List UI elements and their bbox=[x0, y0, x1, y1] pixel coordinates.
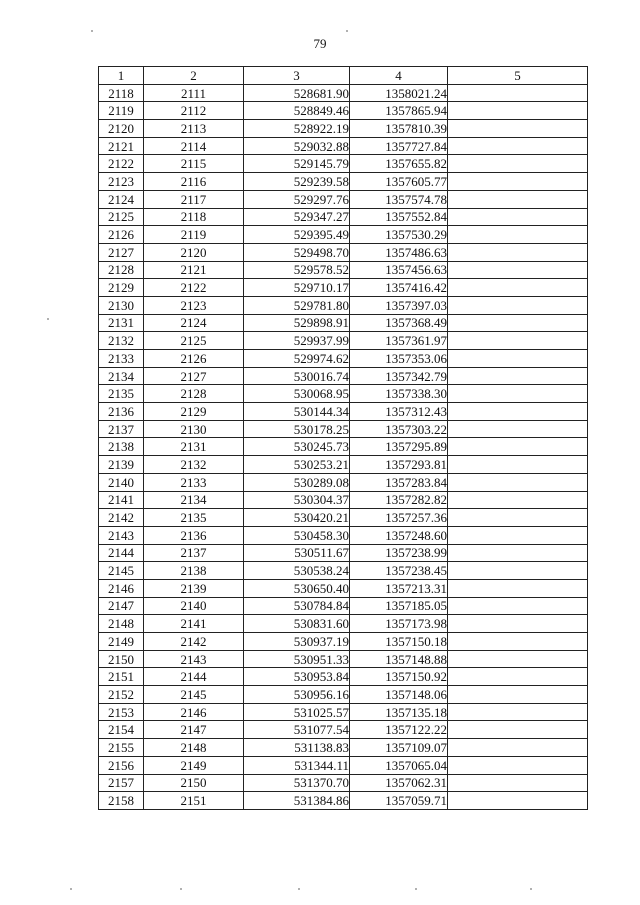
table-cell: 530538.24 bbox=[244, 562, 350, 580]
table-cell bbox=[448, 721, 588, 739]
table-cell: 2141 bbox=[99, 491, 144, 509]
table-row bbox=[99, 173, 588, 191]
table-cell: 531384.86 bbox=[244, 792, 350, 810]
table-cell: 2154 bbox=[99, 721, 144, 739]
table-cell: 528922.19 bbox=[244, 120, 350, 138]
table-row bbox=[99, 774, 588, 792]
scan-speck bbox=[180, 888, 182, 890]
table-row bbox=[99, 526, 588, 544]
table-cell: 2115 bbox=[144, 155, 244, 173]
table-cell: 1357109.07 bbox=[350, 739, 448, 757]
table-cell: 1357282.82 bbox=[350, 491, 448, 509]
table-cell: 529781.80 bbox=[244, 296, 350, 314]
table-cell: 2123 bbox=[144, 296, 244, 314]
table-cell: 1357248.60 bbox=[350, 526, 448, 544]
table-cell: 2122 bbox=[99, 155, 144, 173]
table-cell bbox=[448, 296, 588, 314]
table-cell: 531138.83 bbox=[244, 739, 350, 757]
table-cell: 530650.40 bbox=[244, 579, 350, 597]
table-row bbox=[99, 597, 588, 615]
table-row bbox=[99, 102, 588, 120]
table-cell: 1357361.97 bbox=[350, 332, 448, 350]
table-cell: 529578.52 bbox=[244, 261, 350, 279]
table-cell: 528681.90 bbox=[244, 84, 350, 102]
table-cell: 2129 bbox=[99, 279, 144, 297]
table-cell: 2122 bbox=[144, 279, 244, 297]
table-cell: 2120 bbox=[144, 243, 244, 261]
table-row bbox=[99, 190, 588, 208]
table-cell: 2139 bbox=[99, 456, 144, 474]
table-cell: 530953.84 bbox=[244, 668, 350, 686]
table-cell: 2156 bbox=[99, 756, 144, 774]
table-cell: 2127 bbox=[99, 243, 144, 261]
table-cell: 2130 bbox=[99, 296, 144, 314]
table-cell bbox=[448, 243, 588, 261]
table-cell bbox=[448, 739, 588, 757]
table-cell bbox=[448, 155, 588, 173]
table-cell: 530304.37 bbox=[244, 491, 350, 509]
table-cell bbox=[448, 633, 588, 651]
page-number: 79 bbox=[313, 36, 327, 51]
table-cell: 1357342.79 bbox=[350, 367, 448, 385]
table-row bbox=[99, 314, 588, 332]
table-cell: 529239.58 bbox=[244, 173, 350, 191]
table-cell: 1357213.31 bbox=[350, 579, 448, 597]
table-cell: 2140 bbox=[144, 597, 244, 615]
table-cell bbox=[448, 350, 588, 368]
table-cell bbox=[448, 403, 588, 421]
table-cell: 2135 bbox=[144, 509, 244, 527]
table-cell: 1357059.71 bbox=[350, 792, 448, 810]
table-cell: 529974.62 bbox=[244, 350, 350, 368]
table-cell: 2141 bbox=[144, 615, 244, 633]
table-cell: 1357727.84 bbox=[350, 137, 448, 155]
table-cell: 2150 bbox=[99, 650, 144, 668]
table-row bbox=[99, 261, 588, 279]
table-cell: 529297.76 bbox=[244, 190, 350, 208]
table-cell: 2146 bbox=[99, 579, 144, 597]
table-cell: 1357810.39 bbox=[350, 120, 448, 138]
table-cell: 2128 bbox=[144, 385, 244, 403]
table-cell: 2133 bbox=[144, 473, 244, 491]
table-cell: 1357574.78 bbox=[350, 190, 448, 208]
table-row bbox=[99, 473, 588, 491]
table-cell: 1357173.98 bbox=[350, 615, 448, 633]
table-row bbox=[99, 721, 588, 739]
table-cell: 1357605.77 bbox=[350, 173, 448, 191]
table-cell: 2132 bbox=[99, 332, 144, 350]
scan-speck bbox=[415, 888, 417, 890]
table-cell bbox=[448, 332, 588, 350]
table-row bbox=[99, 686, 588, 704]
table-cell: 2121 bbox=[99, 137, 144, 155]
table-cell bbox=[448, 792, 588, 810]
table-cell: 531370.70 bbox=[244, 774, 350, 792]
table-row bbox=[99, 226, 588, 244]
table-cell: 2136 bbox=[99, 403, 144, 421]
scan-speck bbox=[70, 888, 72, 890]
table-cell: 1357148.06 bbox=[350, 686, 448, 704]
table-body bbox=[99, 84, 588, 809]
table-cell: 2114 bbox=[144, 137, 244, 155]
table-cell: 1357238.99 bbox=[350, 544, 448, 562]
table-cell: 2131 bbox=[144, 438, 244, 456]
table-cell: 2153 bbox=[99, 703, 144, 721]
scan-speck bbox=[346, 30, 348, 32]
table-cell bbox=[448, 774, 588, 792]
column-header: 4 bbox=[350, 67, 448, 85]
table-cell: 1357065.04 bbox=[350, 756, 448, 774]
table-cell: 2128 bbox=[99, 261, 144, 279]
table-cell bbox=[448, 509, 588, 527]
table-row bbox=[99, 208, 588, 226]
table-cell: 529032.88 bbox=[244, 137, 350, 155]
table-row bbox=[99, 385, 588, 403]
table-cell: 2120 bbox=[99, 120, 144, 138]
table-cell: 529937.99 bbox=[244, 332, 350, 350]
table-cell: 2111 bbox=[144, 84, 244, 102]
table-cell: 2125 bbox=[144, 332, 244, 350]
table-row bbox=[99, 279, 588, 297]
table-cell: 1357150.18 bbox=[350, 633, 448, 651]
table-row bbox=[99, 420, 588, 438]
table-cell: 530420.21 bbox=[244, 509, 350, 527]
table-cell: 530951.33 bbox=[244, 650, 350, 668]
table-cell: 1357257.36 bbox=[350, 509, 448, 527]
column-header: 5 bbox=[448, 67, 588, 85]
table-header-row bbox=[99, 67, 588, 85]
table-row bbox=[99, 243, 588, 261]
column-header: 3 bbox=[244, 67, 350, 85]
table-cell: 2157 bbox=[99, 774, 144, 792]
table-cell: 1357122.22 bbox=[350, 721, 448, 739]
table-cell bbox=[448, 279, 588, 297]
table-row bbox=[99, 456, 588, 474]
table-cell: 1357456.63 bbox=[350, 261, 448, 279]
table-cell bbox=[448, 420, 588, 438]
table-cell: 2148 bbox=[99, 615, 144, 633]
table-row bbox=[99, 137, 588, 155]
table-cell: 2148 bbox=[144, 739, 244, 757]
table-cell bbox=[448, 438, 588, 456]
table-cell bbox=[448, 597, 588, 615]
table-cell: 2158 bbox=[99, 792, 144, 810]
table-cell: 529710.17 bbox=[244, 279, 350, 297]
table-cell: 2126 bbox=[99, 226, 144, 244]
table-cell: 529498.70 bbox=[244, 243, 350, 261]
table-cell bbox=[448, 615, 588, 633]
scan-speck bbox=[530, 888, 532, 890]
table-cell: 2136 bbox=[144, 526, 244, 544]
table-cell: 1357416.42 bbox=[350, 279, 448, 297]
table-cell: 2138 bbox=[99, 438, 144, 456]
table-row bbox=[99, 544, 588, 562]
table-cell bbox=[448, 367, 588, 385]
column-header: 2 bbox=[144, 67, 244, 85]
table-cell: 530937.19 bbox=[244, 633, 350, 651]
table-cell bbox=[448, 385, 588, 403]
table-cell: 2119 bbox=[99, 102, 144, 120]
table-cell: 1357486.63 bbox=[350, 243, 448, 261]
coordinates-table bbox=[98, 66, 588, 810]
table-cell: 2123 bbox=[99, 173, 144, 191]
table-cell bbox=[448, 562, 588, 580]
table-cell: 1357530.29 bbox=[350, 226, 448, 244]
table-cell: 2132 bbox=[144, 456, 244, 474]
table-cell bbox=[448, 208, 588, 226]
table-cell: 1357303.22 bbox=[350, 420, 448, 438]
table-cell bbox=[448, 491, 588, 509]
table-cell: 529898.91 bbox=[244, 314, 350, 332]
table-cell: 2113 bbox=[144, 120, 244, 138]
table-row bbox=[99, 579, 588, 597]
table-cell: 530289.08 bbox=[244, 473, 350, 491]
table-cell: 2134 bbox=[99, 367, 144, 385]
table-cell: 1357185.05 bbox=[350, 597, 448, 615]
table-cell bbox=[448, 756, 588, 774]
table-cell bbox=[448, 579, 588, 597]
table-cell: 2135 bbox=[99, 385, 144, 403]
table-cell: 2142 bbox=[99, 509, 144, 527]
table-cell: 1357283.84 bbox=[350, 473, 448, 491]
table-cell: 1357293.81 bbox=[350, 456, 448, 474]
table-cell: 2143 bbox=[144, 650, 244, 668]
table-cell: 530068.95 bbox=[244, 385, 350, 403]
table-cell: 2146 bbox=[144, 703, 244, 721]
table-cell: 2133 bbox=[99, 350, 144, 368]
table-cell: 531025.57 bbox=[244, 703, 350, 721]
table-cell: 531344.11 bbox=[244, 756, 350, 774]
scan-speck bbox=[47, 318, 49, 320]
table-cell: 530144.34 bbox=[244, 403, 350, 421]
table-cell bbox=[448, 668, 588, 686]
table-cell: 2118 bbox=[144, 208, 244, 226]
table-cell: 1357150.92 bbox=[350, 668, 448, 686]
table-cell: 2149 bbox=[99, 633, 144, 651]
table-cell: 2134 bbox=[144, 491, 244, 509]
table-cell: 2142 bbox=[144, 633, 244, 651]
table-cell: 2127 bbox=[144, 367, 244, 385]
table-cell: 1357062.31 bbox=[350, 774, 448, 792]
table-row bbox=[99, 84, 588, 102]
table-cell: 2143 bbox=[99, 526, 144, 544]
table-cell: 2116 bbox=[144, 173, 244, 191]
table-row bbox=[99, 562, 588, 580]
table-row bbox=[99, 367, 588, 385]
table-cell: 1357865.94 bbox=[350, 102, 448, 120]
table-row bbox=[99, 668, 588, 686]
table-cell: 529347.27 bbox=[244, 208, 350, 226]
table-cell: 1357552.84 bbox=[350, 208, 448, 226]
table-cell: 1357295.89 bbox=[350, 438, 448, 456]
table-cell: 1357312.43 bbox=[350, 403, 448, 421]
table-cell: 2144 bbox=[99, 544, 144, 562]
table-cell: 530016.74 bbox=[244, 367, 350, 385]
table-row bbox=[99, 350, 588, 368]
table-cell: 530245.73 bbox=[244, 438, 350, 456]
table-row bbox=[99, 403, 588, 421]
table-cell bbox=[448, 544, 588, 562]
table-cell: 2137 bbox=[144, 544, 244, 562]
table-row bbox=[99, 650, 588, 668]
table-cell bbox=[448, 456, 588, 474]
table-row bbox=[99, 756, 588, 774]
table-cell: 2145 bbox=[144, 686, 244, 704]
table-cell: 530253.21 bbox=[244, 456, 350, 474]
table-cell: 2118 bbox=[99, 84, 144, 102]
table-cell: 1357338.30 bbox=[350, 385, 448, 403]
table-row bbox=[99, 739, 588, 757]
table-cell: 2138 bbox=[144, 562, 244, 580]
table-cell: 2139 bbox=[144, 579, 244, 597]
table-cell: 2129 bbox=[144, 403, 244, 421]
table-cell bbox=[448, 261, 588, 279]
table-row bbox=[99, 155, 588, 173]
table-cell bbox=[448, 190, 588, 208]
table-cell: 2151 bbox=[99, 668, 144, 686]
table-cell: 2145 bbox=[99, 562, 144, 580]
table-cell: 1357238.45 bbox=[350, 562, 448, 580]
table-cell bbox=[448, 173, 588, 191]
table-cell: 2121 bbox=[144, 261, 244, 279]
table-cell: 2152 bbox=[99, 686, 144, 704]
table-row bbox=[99, 509, 588, 527]
table-cell: 2125 bbox=[99, 208, 144, 226]
table-cell: 2112 bbox=[144, 102, 244, 120]
table-cell bbox=[448, 84, 588, 102]
table-cell: 2119 bbox=[144, 226, 244, 244]
table-cell: 531077.54 bbox=[244, 721, 350, 739]
table-row bbox=[99, 633, 588, 651]
table-cell: 530784.84 bbox=[244, 597, 350, 615]
table-cell bbox=[448, 650, 588, 668]
table-cell: 530458.30 bbox=[244, 526, 350, 544]
table-row bbox=[99, 332, 588, 350]
table-cell: 530831.60 bbox=[244, 615, 350, 633]
table-cell: 1357655.82 bbox=[350, 155, 448, 173]
table-cell: 1357397.03 bbox=[350, 296, 448, 314]
table-cell: 2137 bbox=[99, 420, 144, 438]
table-row bbox=[99, 438, 588, 456]
table-cell: 2124 bbox=[144, 314, 244, 332]
table-cell: 2126 bbox=[144, 350, 244, 368]
table-cell: 2117 bbox=[144, 190, 244, 208]
table-cell: 2124 bbox=[99, 190, 144, 208]
table-cell: 2147 bbox=[99, 597, 144, 615]
table-cell: 529395.49 bbox=[244, 226, 350, 244]
table-cell: 1357135.18 bbox=[350, 703, 448, 721]
scan-speck bbox=[91, 30, 93, 32]
table-cell bbox=[448, 120, 588, 138]
table-row bbox=[99, 792, 588, 810]
table-cell bbox=[448, 473, 588, 491]
table-cell: 2155 bbox=[99, 739, 144, 757]
table-cell: 529145.79 bbox=[244, 155, 350, 173]
table-cell bbox=[448, 226, 588, 244]
table-cell: 530178.25 bbox=[244, 420, 350, 438]
table-cell: 2151 bbox=[144, 792, 244, 810]
table-cell: 1357148.88 bbox=[350, 650, 448, 668]
table-cell: 2131 bbox=[99, 314, 144, 332]
table-cell bbox=[448, 703, 588, 721]
table-cell: 2130 bbox=[144, 420, 244, 438]
table-row bbox=[99, 120, 588, 138]
table-cell: 2140 bbox=[99, 473, 144, 491]
table-cell bbox=[448, 314, 588, 332]
scan-speck bbox=[298, 888, 300, 890]
table-cell: 2147 bbox=[144, 721, 244, 739]
table-cell bbox=[448, 137, 588, 155]
table-cell bbox=[448, 102, 588, 120]
table-cell: 530956.16 bbox=[244, 686, 350, 704]
table-cell: 2144 bbox=[144, 668, 244, 686]
table-row bbox=[99, 615, 588, 633]
table-cell bbox=[448, 686, 588, 704]
table-cell: 530511.67 bbox=[244, 544, 350, 562]
table-cell: 2150 bbox=[144, 774, 244, 792]
column-header: 1 bbox=[99, 67, 144, 85]
table-row bbox=[99, 296, 588, 314]
table-cell: 1358021.24 bbox=[350, 84, 448, 102]
table-cell: 1357368.49 bbox=[350, 314, 448, 332]
table-cell: 2149 bbox=[144, 756, 244, 774]
table-row bbox=[99, 703, 588, 721]
table-row bbox=[99, 491, 588, 509]
table-cell: 528849.46 bbox=[244, 102, 350, 120]
table-cell bbox=[448, 526, 588, 544]
table-cell: 1357353.06 bbox=[350, 350, 448, 368]
